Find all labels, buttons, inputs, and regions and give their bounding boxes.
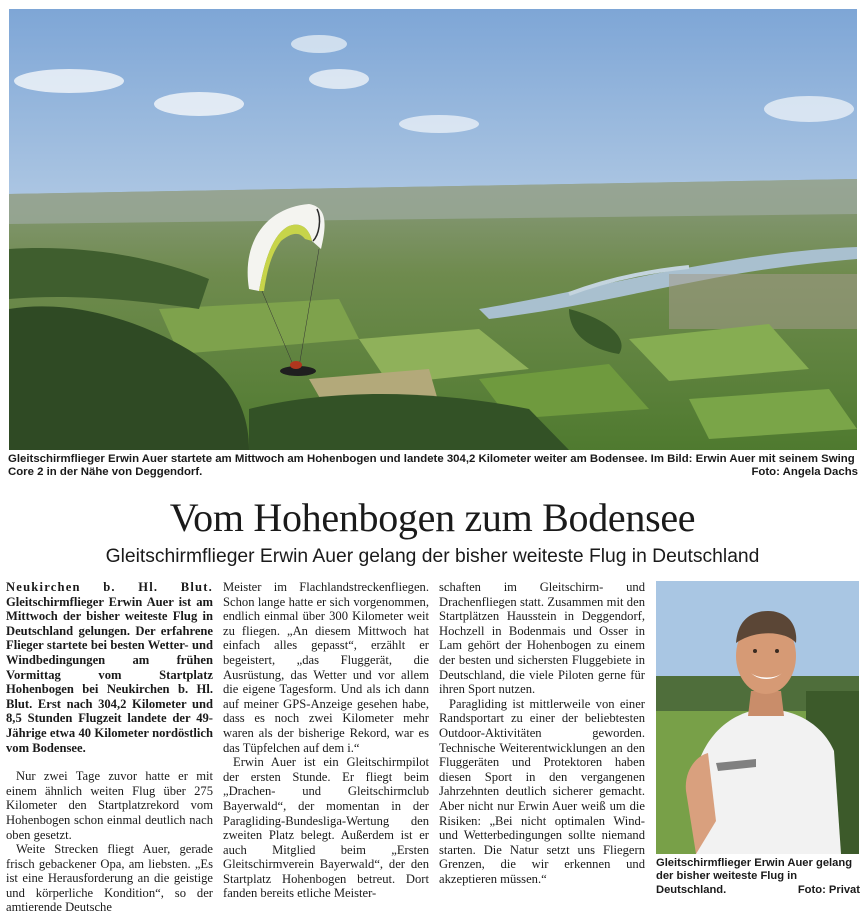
article-paragraph: Erwin Auer ist ein Gleitschirmpilot der ersten Stunde. Er fliegt beim „Drachen- und Gleitschirmclub Bayerwald“, der momentan in der Paragliding-Bundesliga-Wertung den zweiten Platz belegt. Außerdem ist er auch Mitglied beim „Ersten Gleitschirmverein Bayerwald“, der den Startplatz Hohenbogen betreut. Dort fanden bereits etliche Meister- [223,755,429,901]
portrait-illustration [656,581,859,854]
hero-photo-credit: Foto: Angela Dachs [751,466,858,478]
article-headline: Vom Hohenbogen zum Bodensee [169,495,696,540]
portrait-caption-text: Gleitschirmflieger Erwin Auer gelang der bisher weiteste Flug in Deutschland. [656,857,853,896]
article-paragraph: schaften im Gleitschirm- und Drachenfliegen statt. Zusammen mit den Startplätzen Hausstein in Deggendorf, Hochzell in Bodenmais und Osser in Lam gehört der Hohenbogen zu einem der besten und sichersten Fluggebiete in Deutschland, die viele Piloten gerne für ihren Sport nutzen. [439,580,645,697]
article-lead [6,580,213,755]
article-subheadline: Gleitschirmflieger Erwin Auer gelang der bisher weiteste Flug in Deutschland [105,546,760,567]
landscape-illustration [9,9,857,450]
article-paragraph: Nur zwei Tage zuvor hatte er mit einem ähnlich weiten Flug über 275 Kilometer den Startplatzrekord vom Hohenbogen schon einmal deutlich nach oben gesetzt. [6,769,213,842]
article-paragraph: Weite Strecken fliegt Auer, gerade frisch gebackener Opa, am liebsten. „Es ist eine Herausforderung an die geistige und körperliche Kondition“, so der amtierende Deutsche [6,842,213,915]
article-paragraph: Meister im Flachlandstreckenfliegen. Schon lange hatte er sich vorgenommen, endlich einmal über 300 Kilometer weit zu fliegen. „An diesem Mittwoch hat einfach alles gepasst“, erzählt er begeistert, „das Fluggerät, die Ausrüstung, das Wetter und vor allem die eigene Tagesform. Und als ich dann auf meiner GPS-Anzeige gesehen habe, dass es noch zwei Kilometer mehr waren als der bisherige Rekord, war es das Tüpfelchen auf dem i.“ [223,580,429,755]
hero-photo-paraglider [9,9,857,450]
hero-caption-text: Gleitschirmflieger Erwin Auer startete am Mittwoch am Hohenbogen und landete 304,2 Kilometer weiter am Bodensee. Im Bild: Erwin Auer mit seinem Swing Core 2 in der Nähe von Deggendorf. [8,453,855,479]
article-dateline: Neukirchen b. Hl. Blut. [6,580,213,594]
portrait-photo-erwin-auer [656,581,859,854]
portrait-caption [656,857,860,897]
article-lead-text: Gleitschirmflieger Erwin Auer ist am Mittwoch der bisher weiteste Flug in Deutschland gelungen. Der erfahrene Flieger startete bei besten Wetter- und Windbedingungen am frühen Vormittag vom Startplatz Hohenbogen bei Neukirchen b. Hl. Blut. Erst nach 304,2 Kilometer und 8,5 Stunden Flugzeit landete der 49-Jährige etwa 40 Kilometer nordöstlich vom Bodensee. [6,594,213,755]
portrait-photo-credit: Foto: Privat [797,883,860,896]
article-column-1 [6,580,213,915]
article-column-2 [223,580,429,901]
article-column-3 [439,580,645,886]
hero-photo-caption [8,453,858,479]
article-paragraph: Paragliding ist mittlerweile von einer Randsportart zu einer der beliebtesten Outdoor-Aktivitäten geworden. Technische Weiterentwicklungen an den Fluggeräten und Protektoren haben diesen Sport in den vergangenen Jahrzehnten deutlich sicherer gemacht. Aber nicht nur Erwin Auer weiß um die Risiken: „Bei nicht optimalen Wind- und Wetterbedingungen sollte niemand starten. Die Natur setzt uns Fliegern Grenzen, die wir erkennen und akzeptieren müssen.“ [439,696,645,886]
